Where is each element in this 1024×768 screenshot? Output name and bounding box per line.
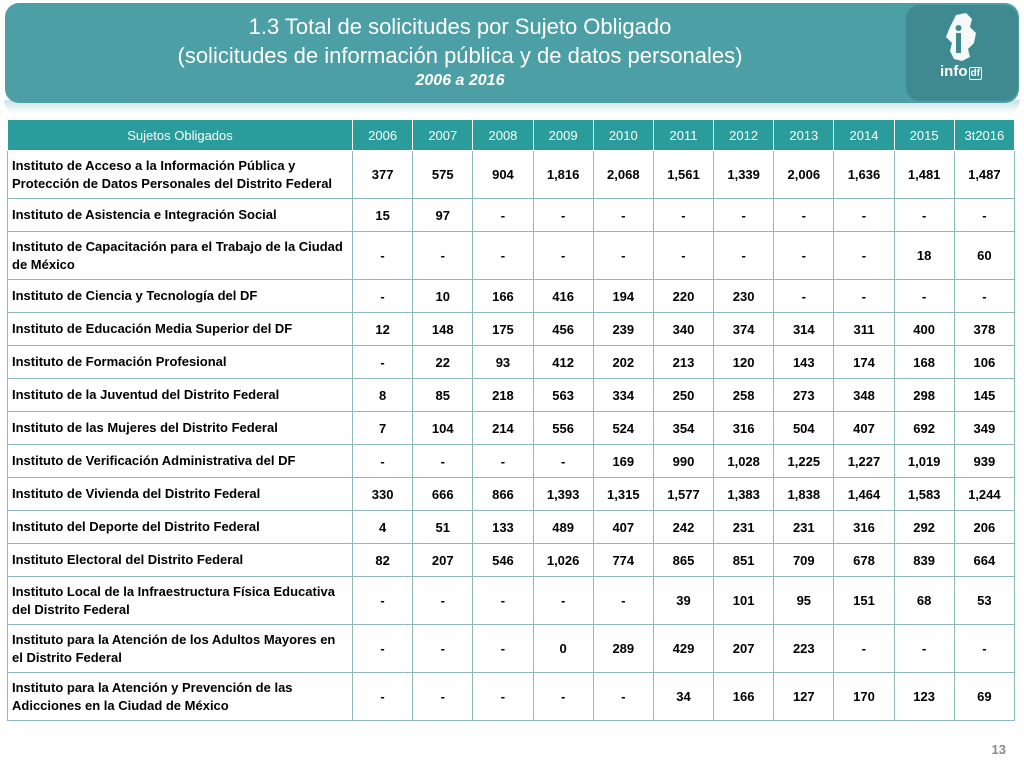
table-cell: - — [834, 232, 894, 280]
column-header-year: 2007 — [413, 120, 473, 151]
table-cell: 330 — [353, 478, 413, 511]
table-row — [8, 673, 1015, 721]
table-cell: 170 — [834, 673, 894, 721]
table-cell: 407 — [834, 412, 894, 445]
row-label: Instituto de Verificación Administrativa del DF — [8, 445, 353, 478]
table-row — [8, 412, 1015, 445]
row-label: Instituto de Acceso a la Información Pública y Protección de Datos Personales del Distrito Federal — [8, 151, 353, 199]
table-row — [8, 625, 1015, 673]
table-cell: 22 — [413, 346, 473, 379]
table-row — [8, 379, 1015, 412]
table-cell: 82 — [353, 544, 413, 577]
table-cell: 104 — [413, 412, 473, 445]
table-cell: 1,816 — [533, 151, 593, 199]
table-cell: 85 — [413, 379, 473, 412]
row-label: Instituto de Asistencia e Integración Social — [8, 199, 353, 232]
table-cell: - — [413, 232, 473, 280]
column-header-year: 2013 — [774, 120, 834, 151]
table-row — [8, 346, 1015, 379]
table-cell: 93 — [473, 346, 533, 379]
row-label: Instituto de Capacitación para el Trabajo de la Ciudad de México — [8, 232, 353, 280]
table-cell: 289 — [593, 625, 653, 673]
row-label: Instituto de las Mujeres del Distrito Federal — [8, 412, 353, 445]
table-cell: 349 — [954, 412, 1014, 445]
row-label: Instituto para la Atención y Prevención de las Adicciones en la Ciudad de México — [8, 673, 353, 721]
table-cell: 292 — [894, 511, 954, 544]
infodf-logo — [906, 5, 1018, 101]
table-cell: 166 — [714, 673, 774, 721]
table-cell: 563 — [533, 379, 593, 412]
table-cell: 1,244 — [954, 478, 1014, 511]
table-cell: 1,225 — [774, 445, 834, 478]
table-cell: - — [473, 199, 533, 232]
page-title: 1.3 Total de solicitudes por Sujeto Obligado — [248, 14, 672, 39]
table-cell: - — [894, 280, 954, 313]
table-cell: - — [353, 577, 413, 625]
table-cell: 69 — [954, 673, 1014, 721]
table-cell: 168 — [894, 346, 954, 379]
table-cell: 273 — [774, 379, 834, 412]
table-cell: - — [353, 673, 413, 721]
map-emblem-icon — [906, 5, 1018, 101]
table-cell: - — [954, 199, 1014, 232]
table-cell: - — [714, 232, 774, 280]
table-cell: 1,583 — [894, 478, 954, 511]
table-cell: - — [894, 199, 954, 232]
table-cell: 407 — [593, 511, 653, 544]
table-cell: - — [353, 280, 413, 313]
column-header-year: 2011 — [653, 120, 713, 151]
table-cell: - — [714, 199, 774, 232]
table-row — [8, 511, 1015, 544]
table-cell: 340 — [653, 313, 713, 346]
page-title-line-2: (solicitudes de información pública y de datos personales) — [177, 43, 743, 68]
table-cell: 127 — [774, 673, 834, 721]
table-cell: - — [593, 232, 653, 280]
table-cell: 1,561 — [653, 151, 713, 199]
table-cell: 120 — [714, 346, 774, 379]
table-cell: 97 — [413, 199, 473, 232]
table-cell: 2,068 — [593, 151, 653, 199]
table-cell: 1,026 — [533, 544, 593, 577]
table-cell: 1,577 — [653, 478, 713, 511]
column-header-sujetos: Sujetos Obligados — [8, 120, 353, 151]
table-cell: 68 — [894, 577, 954, 625]
table-cell: 0 — [533, 625, 593, 673]
table-cell: 298 — [894, 379, 954, 412]
table-cell: 429 — [653, 625, 713, 673]
column-header-year: 2014 — [834, 120, 894, 151]
table-cell: - — [954, 280, 1014, 313]
table-cell: 664 — [954, 544, 1014, 577]
column-header-year: 2010 — [593, 120, 653, 151]
table-cell: 106 — [954, 346, 1014, 379]
table-row — [8, 280, 1015, 313]
table-cell: 378 — [954, 313, 1014, 346]
table-cell: 175 — [473, 313, 533, 346]
table-cell: 314 — [774, 313, 834, 346]
table-cell: - — [353, 232, 413, 280]
table-cell: 169 — [593, 445, 653, 478]
table-cell: 1,838 — [774, 478, 834, 511]
table-cell: - — [593, 199, 653, 232]
table-cell: 242 — [653, 511, 713, 544]
table-cell: 416 — [533, 280, 593, 313]
table-cell: - — [473, 625, 533, 673]
table-cell: 851 — [714, 544, 774, 577]
table-cell: 4 — [353, 511, 413, 544]
table-cell: - — [533, 199, 593, 232]
table-cell: 207 — [413, 544, 473, 577]
table-cell: 839 — [894, 544, 954, 577]
table-cell: - — [533, 673, 593, 721]
table-cell: 489 — [533, 511, 593, 544]
table-cell: 206 — [954, 511, 1014, 544]
row-label: Instituto Local de la Infraestructura Física Educativa del Distrito Federal — [8, 577, 353, 625]
table-cell: 1,481 — [894, 151, 954, 199]
table-cell: - — [533, 232, 593, 280]
table-cell: 354 — [653, 412, 713, 445]
page-subtitle: 2006 a 2016 — [415, 72, 505, 89]
table-cell: - — [774, 232, 834, 280]
table-row — [8, 313, 1015, 346]
table-cell: 374 — [714, 313, 774, 346]
table-cell: 239 — [593, 313, 653, 346]
table-cell: 692 — [894, 412, 954, 445]
table-row — [8, 544, 1015, 577]
row-label: Instituto del Deporte del Distrito Federal — [8, 511, 353, 544]
table-cell: 1,028 — [714, 445, 774, 478]
table-cell: 504 — [774, 412, 834, 445]
table-cell: 678 — [834, 544, 894, 577]
table-cell: 202 — [593, 346, 653, 379]
table-cell: - — [353, 346, 413, 379]
table-row — [8, 232, 1015, 280]
table-cell: - — [353, 445, 413, 478]
table-cell: - — [774, 199, 834, 232]
table-cell: 34 — [653, 673, 713, 721]
table-cell: - — [653, 199, 713, 232]
row-label: Instituto de Ciencia y Tecnología del DF — [8, 280, 353, 313]
table-cell: 1,315 — [593, 478, 653, 511]
table-cell: 101 — [714, 577, 774, 625]
table-cell: - — [593, 673, 653, 721]
table-cell: - — [413, 673, 473, 721]
table-cell: 990 — [653, 445, 713, 478]
row-label: Instituto para la Atención de los Adultos Mayores en el Distrito Federal — [8, 625, 353, 673]
table-cell: 774 — [593, 544, 653, 577]
table-cell: 95 — [774, 577, 834, 625]
table-cell: 194 — [593, 280, 653, 313]
table-cell: 143 — [774, 346, 834, 379]
table-cell: 939 — [954, 445, 1014, 478]
page-number: 13 — [991, 742, 1006, 757]
table-cell: - — [834, 625, 894, 673]
table-cell: - — [834, 199, 894, 232]
table-row — [8, 478, 1015, 511]
column-header-year: 2012 — [714, 120, 774, 151]
table-row — [8, 577, 1015, 625]
table-cell: 316 — [834, 511, 894, 544]
table-cell: 15 — [353, 199, 413, 232]
table-cell: 8 — [353, 379, 413, 412]
table-cell: 166 — [473, 280, 533, 313]
row-label: Instituto de Formación Profesional — [8, 346, 353, 379]
table-cell: 250 — [653, 379, 713, 412]
table-cell: 311 — [834, 313, 894, 346]
table-cell: 334 — [593, 379, 653, 412]
table-cell: 412 — [533, 346, 593, 379]
table-cell: 2,006 — [774, 151, 834, 199]
table-cell: 400 — [894, 313, 954, 346]
table-cell: 377 — [353, 151, 413, 199]
table-cell: 546 — [473, 544, 533, 577]
table-cell: 575 — [413, 151, 473, 199]
table-cell: 133 — [473, 511, 533, 544]
table-cell: - — [353, 625, 413, 673]
table-cell: 866 — [473, 478, 533, 511]
table-cell: 1,464 — [834, 478, 894, 511]
table-cell: 231 — [774, 511, 834, 544]
table-cell: 666 — [413, 478, 473, 511]
table-cell: 1,019 — [894, 445, 954, 478]
table-cell: 218 — [473, 379, 533, 412]
table-cell: 148 — [413, 313, 473, 346]
table-cell: 207 — [714, 625, 774, 673]
table-cell: - — [593, 577, 653, 625]
table-cell: 145 — [954, 379, 1014, 412]
table-cell: 230 — [714, 280, 774, 313]
table-cell: - — [653, 232, 713, 280]
table-cell: 7 — [353, 412, 413, 445]
table-cell: 174 — [834, 346, 894, 379]
table-cell: 1,393 — [533, 478, 593, 511]
table-cell: 12 — [353, 313, 413, 346]
table-cell: - — [533, 577, 593, 625]
table-cell: 60 — [954, 232, 1014, 280]
table-cell: - — [774, 280, 834, 313]
column-header-year: 2015 — [894, 120, 954, 151]
table-row — [8, 151, 1015, 199]
table-cell: - — [894, 625, 954, 673]
table-cell: - — [473, 445, 533, 478]
table-cell: 1,636 — [834, 151, 894, 199]
table-cell: - — [413, 625, 473, 673]
table-cell: 151 — [834, 577, 894, 625]
table-cell: 904 — [473, 151, 533, 199]
table-cell: 39 — [653, 577, 713, 625]
row-label: Instituto de Educación Media Superior del DF — [8, 313, 353, 346]
table-cell: 231 — [714, 511, 774, 544]
column-header-year: 3t2016 — [954, 120, 1014, 151]
table-cell: 316 — [714, 412, 774, 445]
table-cell: 709 — [774, 544, 834, 577]
table-cell: 223 — [774, 625, 834, 673]
table-body — [8, 151, 1015, 721]
table-cell: 1,339 — [714, 151, 774, 199]
table-cell: 1,383 — [714, 478, 774, 511]
table-header-row — [8, 120, 1015, 151]
table-cell: - — [473, 673, 533, 721]
table-cell: - — [413, 445, 473, 478]
table-cell: 213 — [653, 346, 713, 379]
row-label: Instituto de Vivienda del Distrito Federal — [8, 478, 353, 511]
table-cell: 456 — [533, 313, 593, 346]
table-cell: 123 — [894, 673, 954, 721]
table-row — [8, 199, 1015, 232]
table-cell: 10 — [413, 280, 473, 313]
table-cell: - — [954, 625, 1014, 673]
table-cell: 258 — [714, 379, 774, 412]
table-cell: - — [413, 577, 473, 625]
table-cell: 524 — [593, 412, 653, 445]
table-cell: 18 — [894, 232, 954, 280]
table-cell: - — [473, 577, 533, 625]
logo-wordmark: info df — [940, 63, 980, 80]
table-cell: 1,487 — [954, 151, 1014, 199]
table-cell: - — [834, 280, 894, 313]
table-cell: 51 — [413, 511, 473, 544]
column-header-year: 2006 — [353, 120, 413, 151]
table-cell: 556 — [533, 412, 593, 445]
table-cell: 1,227 — [834, 445, 894, 478]
table-cell: 220 — [653, 280, 713, 313]
row-label: Instituto de la Juventud del Distrito Federal — [8, 379, 353, 412]
row-label: Instituto Electoral del Distrito Federal — [8, 544, 353, 577]
title-block — [20, 12, 900, 92]
requests-table — [7, 119, 1015, 721]
table-cell: - — [533, 445, 593, 478]
table-cell: 865 — [653, 544, 713, 577]
table-row — [8, 445, 1015, 478]
table-cell: 53 — [954, 577, 1014, 625]
table-cell: - — [473, 232, 533, 280]
table-cell: 214 — [473, 412, 533, 445]
column-header-year: 2008 — [473, 120, 533, 151]
table-cell: 348 — [834, 379, 894, 412]
column-header-year: 2009 — [533, 120, 593, 151]
